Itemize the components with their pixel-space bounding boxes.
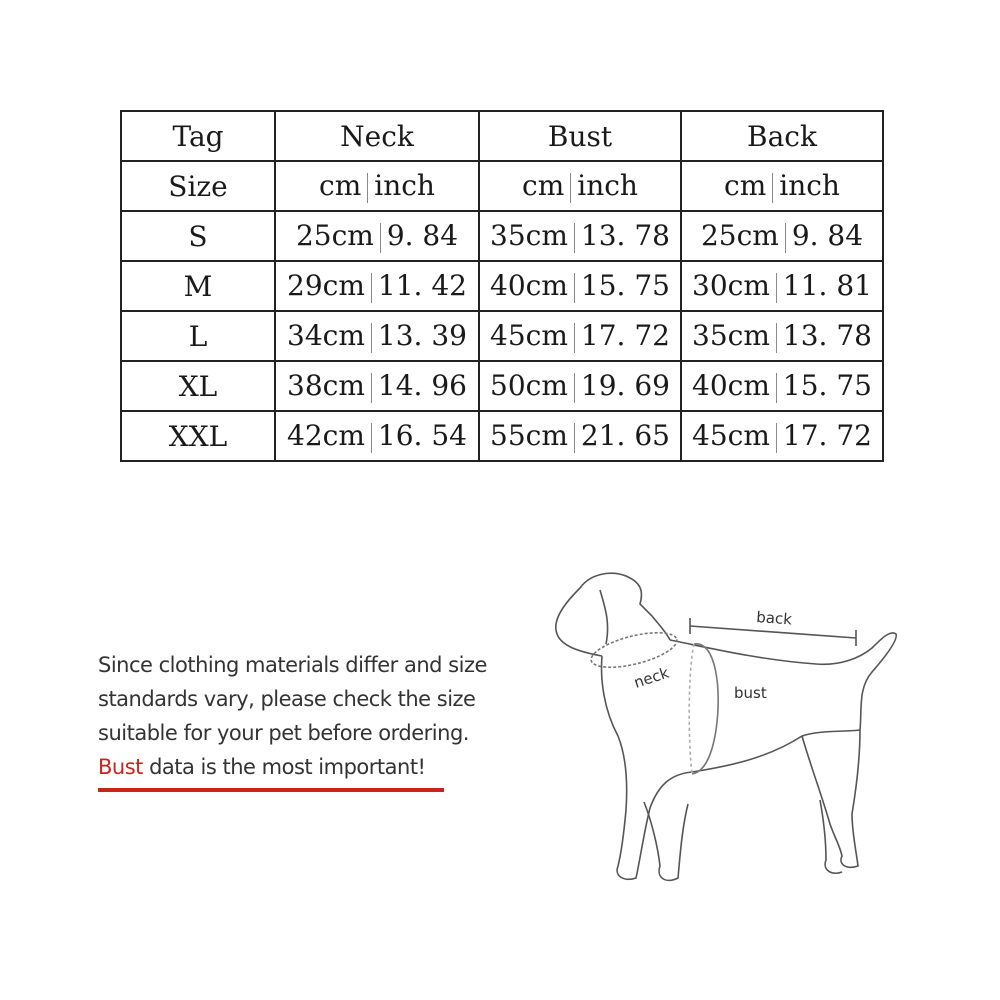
unit-cm: cm [522,169,565,203]
size-label: XXL [121,411,275,461]
inch-value: 14. 96 [377,369,467,403]
cm-value: 50cm [490,369,568,403]
size-chart-table [120,110,884,462]
neck-label: neck [631,663,672,692]
cm-value: 34cm [287,319,365,353]
inch-value: 9. 84 [386,219,459,253]
dog-ear-outline [600,590,608,644]
header-back: Back [681,111,883,161]
inch-value: 11. 42 [377,269,467,303]
inch-value: 13. 78 [580,219,670,253]
bust-value [479,361,681,411]
neck-value [275,361,479,411]
dog-back-outline [670,633,896,730]
dog-hind-leg-outline [802,730,860,867]
bust-value [479,311,681,361]
inch-value: 11. 81 [782,269,872,303]
inch-value: 21. 65 [580,419,670,453]
cm-value: 25cm [295,219,374,253]
size-label: S [121,211,275,261]
cm-value: 35cm [490,219,568,253]
dog-front-leg-inner [644,802,688,880]
cm-value: 42cm [287,419,365,453]
cm-value: 40cm [692,369,770,403]
size-label: M [121,261,275,311]
table-row [121,311,883,361]
cm-value: 45cm [692,419,770,453]
bust-value [479,211,681,261]
unit-cell [681,161,883,211]
table-unit-row [121,161,883,211]
unit-inch: inch [374,169,435,203]
bust-value [479,261,681,311]
table-row [121,261,883,311]
cm-value: 29cm [287,269,365,303]
note-line: Since clothing materials differ and size [98,653,487,677]
back-value [681,411,883,461]
size-label: L [121,311,275,361]
dog-front-leg-outline [602,656,692,879]
inch-value: 9. 84 [791,219,864,253]
header-size: Size [121,161,275,211]
neck-value [275,411,479,461]
unit-inch: inch [779,169,840,203]
bust-measure-ring [692,644,718,774]
accent-underline [98,788,444,792]
header-neck: Neck [275,111,479,161]
neck-value [275,261,479,311]
inch-value: 13. 39 [377,319,467,353]
cm-value: 25cm [700,219,779,253]
dog-head-outline [556,573,670,656]
note-line-rest: data is the most important! [142,755,426,779]
unit-cell [275,161,479,211]
unit-cm: cm [724,169,767,203]
header-tag: Tag [121,111,275,161]
unit-inch: inch [577,169,638,203]
dog-belly-outline [692,730,860,772]
inch-value: 19. 69 [580,369,670,403]
inch-value: 16. 54 [377,419,467,453]
cm-value: 45cm [490,319,568,353]
bust-value [479,411,681,461]
unit-cell [479,161,681,211]
cm-value: 30cm [692,269,770,303]
back-value [681,211,883,261]
note-line: suitable for your pet before ordering. [98,721,469,745]
inch-value: 17. 72 [782,419,872,453]
inch-value: 15. 75 [782,369,872,403]
inch-value: 17. 72 [580,319,670,353]
table-row [121,411,883,461]
bust-highlight: Bust [98,755,143,779]
cm-value: 38cm [287,369,365,403]
inch-value: 13. 78 [782,319,872,353]
size-label: XL [121,361,275,411]
size-advice-note [98,648,538,784]
note-line: standards vary, please check the size [98,687,476,711]
header-bust: Bust [479,111,681,161]
table-row [121,211,883,261]
bust-measure-ring-back [689,644,694,774]
back-value [681,361,883,411]
cm-value: 55cm [490,419,568,453]
cm-value: 35cm [692,319,770,353]
unit-cm: cm [319,169,362,203]
neck-value [275,311,479,361]
inch-value: 15. 75 [580,269,670,303]
back-label: back [755,608,793,629]
bust-label: bust [734,684,767,702]
table-row [121,361,883,411]
back-value [681,311,883,361]
back-value [681,261,883,311]
dog-hind-leg-inner [820,800,842,873]
dog-measurement-diagram [540,560,920,900]
table-header-row [121,111,883,161]
note-line [98,750,538,784]
neck-value [275,211,479,261]
cm-value: 40cm [490,269,568,303]
back-measure-line [690,626,856,638]
